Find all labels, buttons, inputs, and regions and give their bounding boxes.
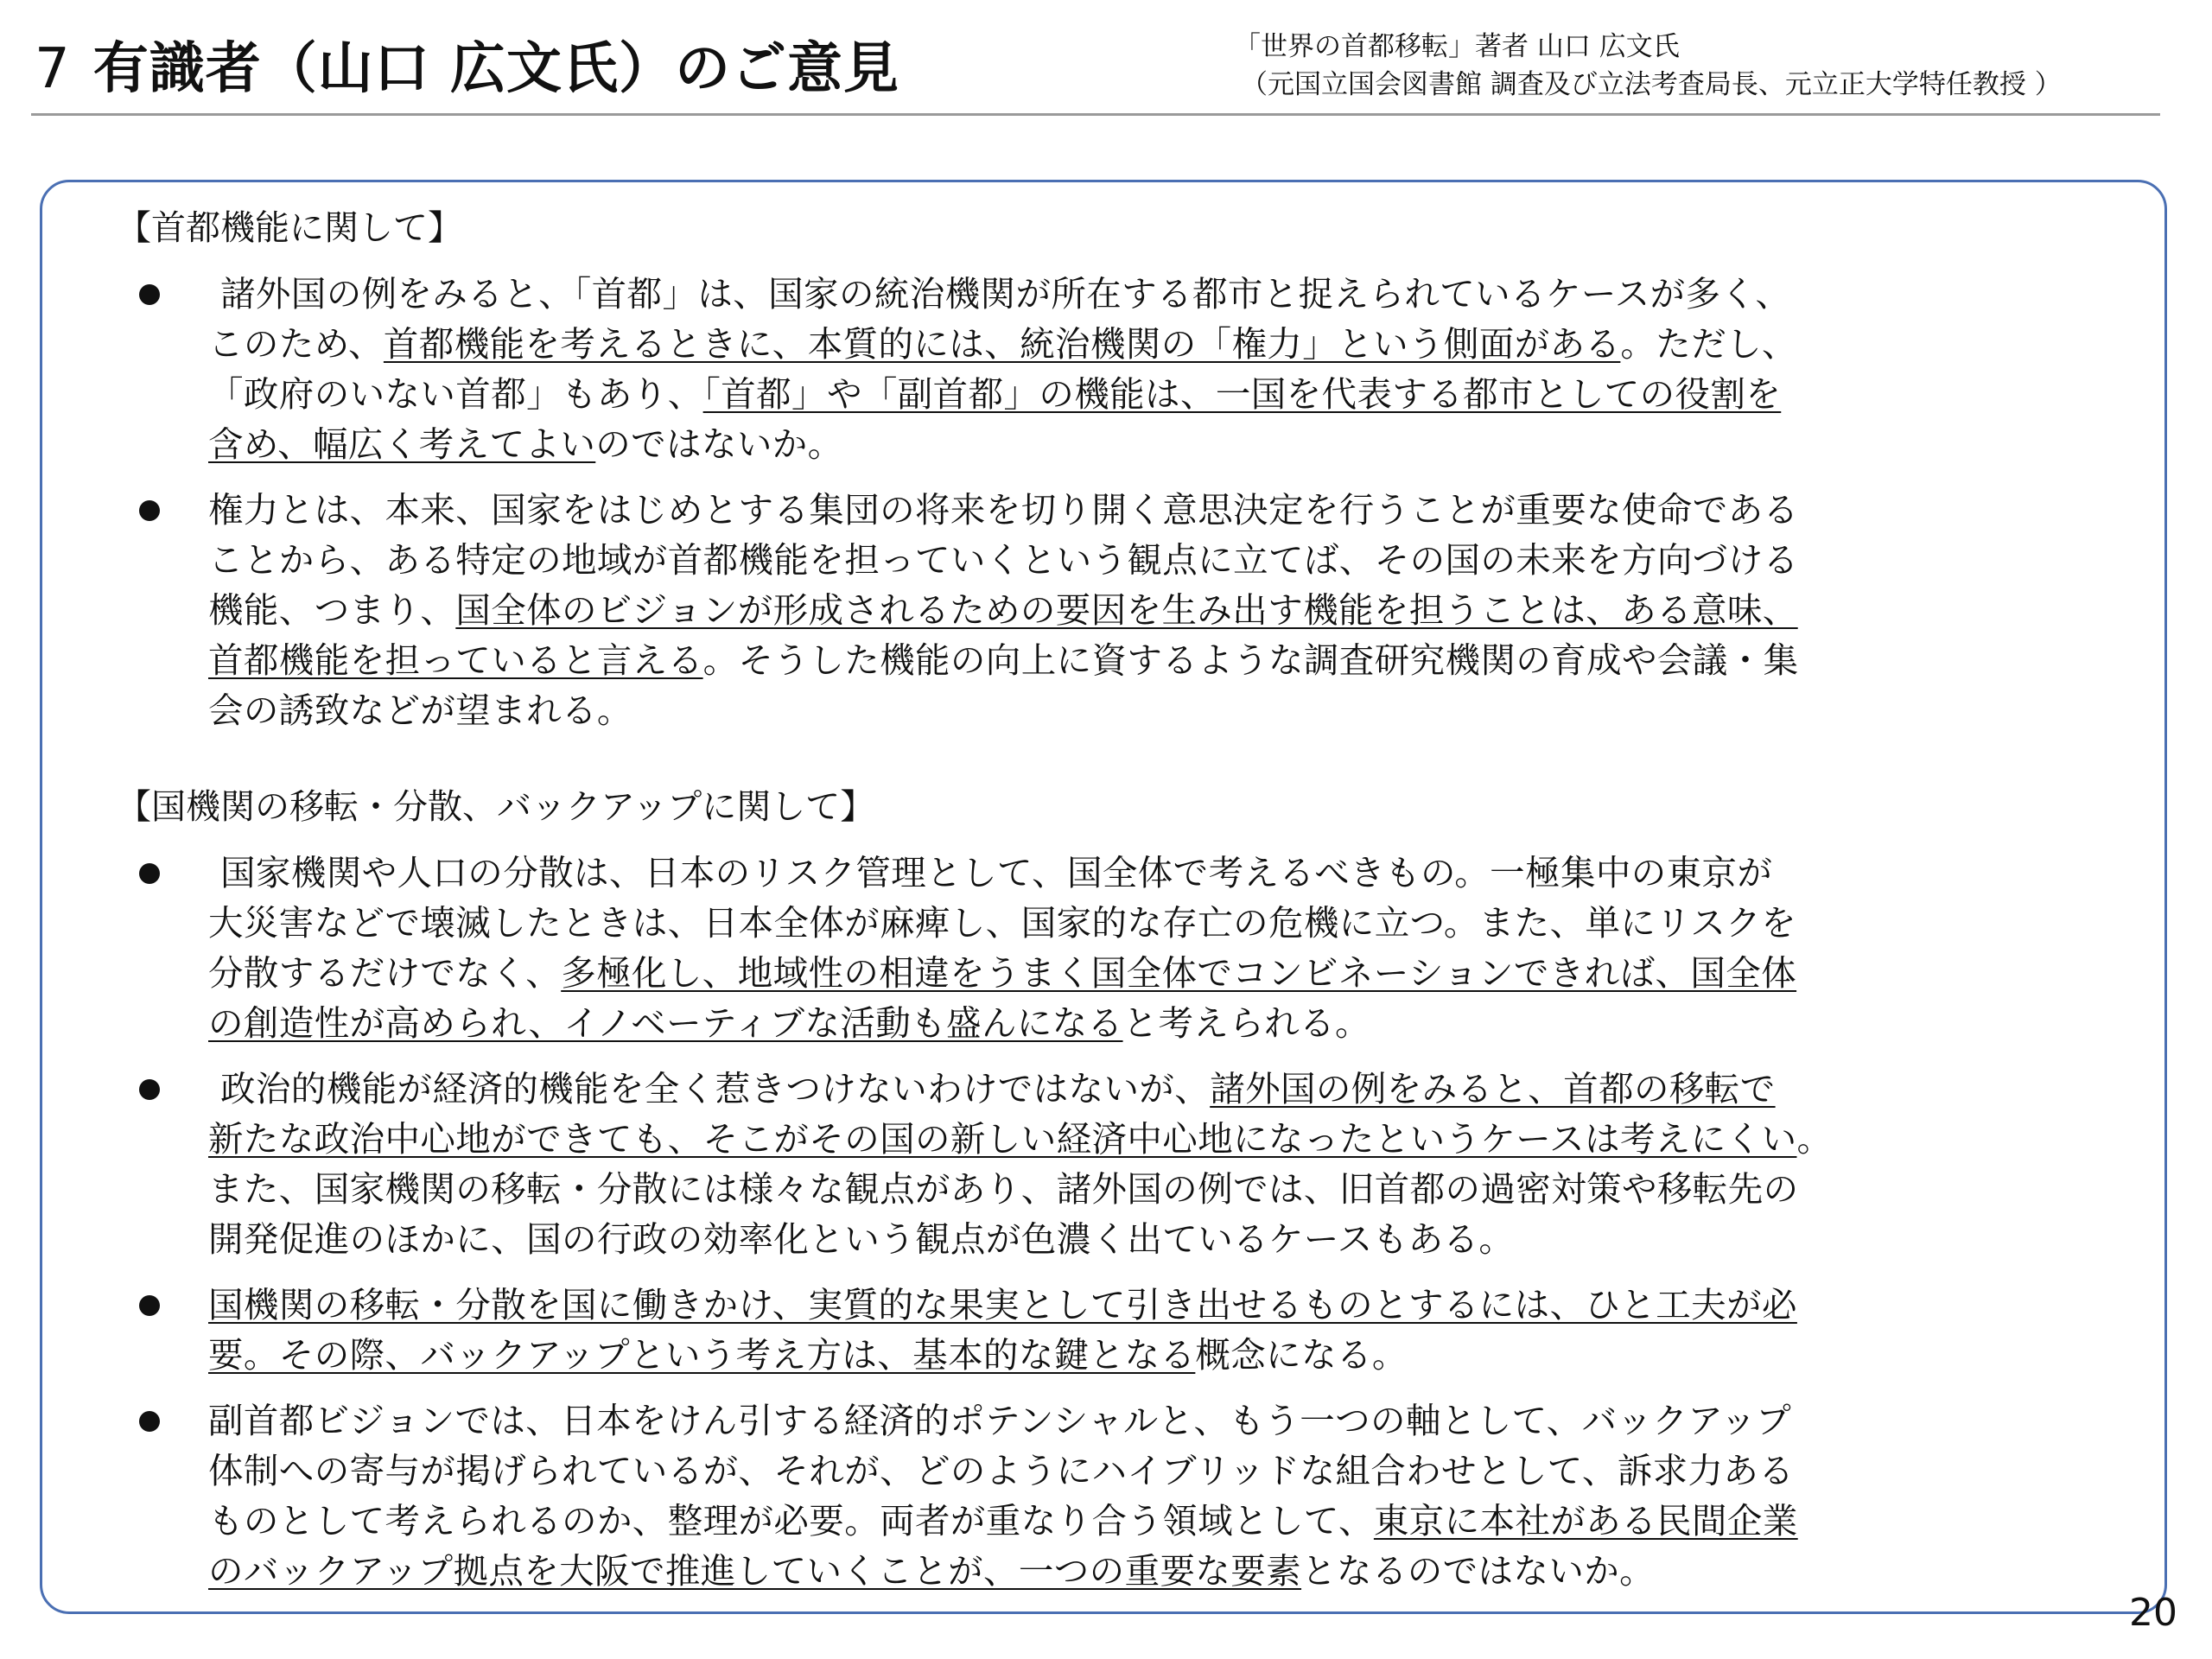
text-segment: 開発促進のほかに、国の行政の効率化という観点が色濃く出ているケースもある。 [208, 1218, 1515, 1260]
text-line [208, 1214, 2139, 1264]
text-segment: 副首都ビジョンでは、日本をけん引する経済的ポテンシャルと、もう一つの軸として、バックアップ [208, 1400, 1792, 1441]
underlined-text-segment: 多極化し、地域性の相違をうまく国全体でコンビネーションできれば、国全体 [561, 952, 1797, 994]
section-heading-relocation-backup: 【国機関の移転・分散、バックアップに関して】 [117, 787, 875, 827]
text-line [208, 269, 2139, 319]
underlined-text-segment: 国機関の移転・分散を国に働きかけ、実質的な果実として引き出せるものとするには、ひと工夫が必 [208, 1284, 1797, 1325]
text-segment: 体制への寄与が掲げられているが、それが、どのようにハイブリッドな組合わせとして、訴求力ある [208, 1450, 1795, 1491]
page-title [35, 24, 899, 104]
text-line [208, 1164, 2139, 1214]
text-line [208, 1546, 2139, 1596]
text-segment: また、国家機関の移転・分散には様々な観点があり、諸外国の例では、旧首都の過密対策や移転先の [208, 1168, 1799, 1210]
underlined-text-segment: のバックアップ拠点を大阪で推進していくことが、一つの重要な要素 [208, 1550, 1302, 1592]
underlined-text-segment: 「首都」や「副首都」の機能は、一国を代表する都市としての役割を [702, 373, 1782, 415]
bullet-item [108, 1064, 2139, 1264]
text-line [208, 1395, 2139, 1446]
text-segment: 大災害などで壊滅したときは、日本全体が麻痺し、国家的な存亡の危機に立つ。また、単にリスクを [208, 902, 1797, 944]
text-line [208, 1330, 2139, 1380]
text-line [208, 1064, 2139, 1114]
author-info [1234, 28, 2062, 104]
author-affiliation-line: （元国立国会図書館 調査及び立法考査局長、元立正大学特任教授 ） [1241, 69, 2062, 100]
text-segment: 。そうした機能の向上に資するような調査研究機関の育成や会議・集 [702, 639, 1799, 681]
bullet-dot-icon [139, 500, 160, 521]
title-text: 有識者（山口 広文氏）のご意見 [92, 37, 899, 101]
bullet-item [108, 485, 2139, 735]
text-segment: ことから、ある特定の地域が首都機能を担っていくという観点に立てば、その国の未来を方向づける [208, 539, 1799, 581]
text-line [208, 685, 2139, 735]
text-segment: ものとして考えられるのか、整理が必要。両者が重なり合う領域として、 [208, 1500, 1374, 1541]
text-segment: と考えられる。 [1122, 1002, 1370, 1044]
bullet-item [108, 1395, 2139, 1596]
underlined-text-segment: 東京に本社がある民間企業 [1373, 1500, 1798, 1541]
underlined-text-segment: 国全体のビジョンが形成されるための要因を生み出す機能を担うことは、ある意味、 [455, 589, 1798, 631]
underlined-text-segment: 含め、幅広く考えてよい [208, 423, 596, 465]
text-line [208, 1280, 2139, 1330]
section-number: 7 [35, 37, 71, 101]
bullet-dot-icon [139, 863, 160, 884]
text-line [208, 635, 2139, 685]
section-heading-capital-function: 【首都機能に関して】 [117, 208, 462, 248]
bullet-dot-icon [139, 1079, 160, 1100]
text-segment: このため、 [208, 323, 384, 365]
text-line [208, 535, 2139, 585]
text-line [208, 1114, 2139, 1164]
text-line [208, 848, 2139, 898]
title-divider [31, 113, 2160, 116]
text-segment: 国家機関や人口の分散は、日本のリスク管理として、国全体で考えるべきもの。一極集中の東京が [220, 852, 1773, 893]
text-segment: 分散するだけでなく、 [208, 952, 562, 994]
underlined-text-segment: 要。その際、バックアップという考え方は、基本的な鍵となる [208, 1334, 1196, 1376]
page-number: 20 [2129, 1591, 2177, 1635]
underlined-text-segment: 諸外国の例をみると、首都の移転で [1210, 1068, 1776, 1109]
text-line [208, 1496, 2139, 1546]
text-line [208, 998, 2139, 1048]
text-segment: 会の誘致などが望まれる。 [208, 690, 632, 731]
text-segment: となるのではないか。 [1301, 1550, 1656, 1592]
text-segment: 政治的機能が経済的機能を全く惹きつけないわけではないが、 [220, 1068, 1211, 1109]
bullet-item [108, 848, 2139, 1048]
text-segment: 機能、つまり、 [208, 589, 456, 631]
text-segment: 権力とは、本来、国家をはじめとする集団の将来を切り開く意思決定を行うことが重要な使命である [208, 489, 1799, 531]
text-segment: 概念になる。 [1195, 1334, 1408, 1376]
text-line [208, 485, 2139, 535]
underlined-text-segment: 首都機能を考えるときに、本質的には、統治機関の「権力」という側面がある [383, 323, 1621, 365]
text-segment: 。ただし、 [1620, 323, 1797, 365]
text-line [208, 948, 2139, 998]
bullet-dot-icon [139, 1411, 160, 1432]
bullet-dot-icon [139, 284, 160, 305]
bullet-item [108, 1280, 2139, 1380]
text-line [208, 585, 2139, 635]
text-line [208, 419, 2139, 469]
text-line [208, 319, 2139, 369]
text-segment: 。 [1796, 1118, 1833, 1160]
text-segment: 「政府のいない首都」もあり、 [208, 373, 703, 415]
underlined-text-segment: の創造性が高められ、イノベーティブな活動も盛んになる [208, 1002, 1123, 1044]
underlined-text-segment: 首都機能を担っていると言える [208, 639, 703, 681]
text-segment: 諸外国の例をみると、「首都」は、国家の統治機関が所在する都市と捉えられているケースが多く、 [220, 273, 1791, 315]
underlined-text-segment: 新たな政治中心地ができても、そこがその国の新しい経済中心地になったというケースは考えにくい [208, 1118, 1797, 1160]
bullet-dot-icon [139, 1295, 160, 1316]
author-name-line: 「世界の首都移転」著者 山口 広文氏 [1234, 31, 1680, 62]
text-line [208, 369, 2139, 419]
text-segment: のではないか。 [595, 423, 843, 465]
text-line [208, 898, 2139, 948]
content-panel [40, 180, 2167, 1614]
text-line [208, 1446, 2139, 1496]
bullet-item [108, 269, 2139, 469]
